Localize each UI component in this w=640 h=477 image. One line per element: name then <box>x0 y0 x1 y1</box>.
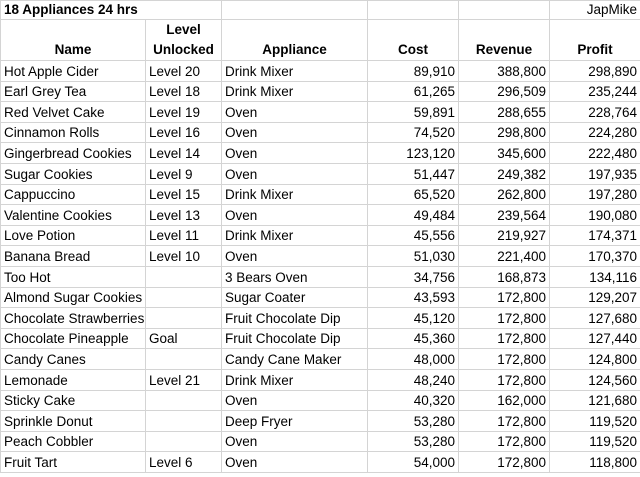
cell-revenue[interactable]: 172,800 <box>459 411 550 432</box>
cell-profit[interactable]: 134,116 <box>550 266 640 287</box>
cell-appliance[interactable]: Oven <box>222 163 368 184</box>
cell-cost[interactable]: 48,240 <box>368 369 459 390</box>
cell-profit[interactable]: 118,800 <box>550 452 640 473</box>
cell-name[interactable]: Love Potion <box>1 225 146 246</box>
cell-profit[interactable]: 119,520 <box>550 431 640 452</box>
cell-profit[interactable]: 190,080 <box>550 205 640 226</box>
cell-profit[interactable]: 222,480 <box>550 143 640 164</box>
cell-appliance[interactable]: Oven <box>222 452 368 473</box>
cell-cost[interactable]: 45,360 <box>368 328 459 349</box>
empty-cell[interactable] <box>368 1 459 20</box>
cell-level[interactable]: Level 6 <box>146 452 222 473</box>
table-row <box>1 411 640 432</box>
cell-cost[interactable]: 53,280 <box>368 431 459 452</box>
cell-cost[interactable]: 61,265 <box>368 81 459 102</box>
header-level-line1: Level <box>166 22 201 37</box>
cell-name[interactable]: Cinnamon Rolls <box>1 122 146 143</box>
cell-name[interactable]: Lemonade <box>1 369 146 390</box>
cell-name[interactable]: Chocolate Pineapple <box>1 328 146 349</box>
cell-cost[interactable]: 74,520 <box>368 122 459 143</box>
cell-level[interactable] <box>146 266 222 287</box>
cell-name[interactable]: Hot Apple Cider <box>1 61 146 82</box>
cell-name[interactable]: Sticky Cake <box>1 390 146 411</box>
header-row <box>1 20 640 61</box>
cell-level[interactable]: Level 19 <box>146 102 222 123</box>
cell-profit[interactable]: 121,680 <box>550 390 640 411</box>
cell-profit[interactable]: 129,207 <box>550 287 640 308</box>
cell-appliance[interactable]: Fruit Chocolate Dip <box>222 328 368 349</box>
table-row <box>1 81 640 102</box>
table-row <box>1 102 640 123</box>
header-cost[interactable]: Cost <box>368 20 459 61</box>
cell-name[interactable]: Gingerbread Cookies <box>1 143 146 164</box>
cell-appliance[interactable]: Drink Mixer <box>222 61 368 82</box>
empty-cell[interactable] <box>459 1 550 20</box>
cell-revenue[interactable]: 172,800 <box>459 369 550 390</box>
cell-revenue[interactable]: 172,800 <box>459 328 550 349</box>
header-profit[interactable]: Profit <box>550 20 640 61</box>
header-level-line2: Unlocked <box>153 42 214 57</box>
cell-cost[interactable]: 51,030 <box>368 246 459 267</box>
cell-profit[interactable]: 298,890 <box>550 61 640 82</box>
table-row <box>1 184 640 205</box>
author-cell[interactable]: JapMike <box>550 1 640 20</box>
header-revenue[interactable]: Revenue <box>459 20 550 61</box>
cell-revenue[interactable]: 172,800 <box>459 431 550 452</box>
cell-cost[interactable]: 51,447 <box>368 163 459 184</box>
cell-name[interactable]: Earl Grey Tea <box>1 81 146 102</box>
cell-revenue[interactable]: 162,000 <box>459 390 550 411</box>
table-row <box>1 390 640 411</box>
cell-revenue[interactable]: 172,800 <box>459 349 550 370</box>
cell-cost[interactable]: 59,891 <box>368 102 459 123</box>
cell-appliance[interactable]: Oven <box>222 205 368 226</box>
table-row <box>1 287 640 308</box>
table-row <box>1 205 640 226</box>
cell-level[interactable]: Level 18 <box>146 81 222 102</box>
cell-level[interactable] <box>146 308 222 329</box>
table-row <box>1 266 640 287</box>
cell-name[interactable]: Candy Canes <box>1 349 146 370</box>
cell-level[interactable]: Level 9 <box>146 163 222 184</box>
cell-level[interactable]: Level 14 <box>146 143 222 164</box>
cell-revenue[interactable]: 172,800 <box>459 308 550 329</box>
cell-revenue[interactable]: 249,382 <box>459 163 550 184</box>
cell-level[interactable]: Level 10 <box>146 246 222 267</box>
cell-level[interactable] <box>146 349 222 370</box>
table-row <box>1 431 640 452</box>
cell-cost[interactable]: 45,556 <box>368 225 459 246</box>
cell-level[interactable] <box>146 390 222 411</box>
table-row <box>1 61 640 82</box>
cell-profit[interactable]: 224,280 <box>550 122 640 143</box>
cell-revenue[interactable]: 239,564 <box>459 205 550 226</box>
cell-cost[interactable]: 54,000 <box>368 452 459 473</box>
cell-profit[interactable]: 124,800 <box>550 349 640 370</box>
table-row <box>1 225 640 246</box>
cell-appliance[interactable]: Oven <box>222 390 368 411</box>
empty-cell[interactable] <box>222 1 368 20</box>
cell-revenue[interactable]: 296,509 <box>459 81 550 102</box>
table-row <box>1 452 640 473</box>
cell-cost[interactable]: 65,520 <box>368 184 459 205</box>
cell-name[interactable]: Peach Cobbler <box>1 431 146 452</box>
cell-appliance[interactable]: Drink Mixer <box>222 225 368 246</box>
cell-cost[interactable]: 53,280 <box>368 411 459 432</box>
cell-revenue[interactable]: 388,800 <box>459 61 550 82</box>
cell-cost[interactable]: 43,593 <box>368 287 459 308</box>
cell-appliance[interactable]: Drink Mixer <box>222 81 368 102</box>
cell-name[interactable]: Cappuccino <box>1 184 146 205</box>
cell-profit[interactable]: 174,371 <box>550 225 640 246</box>
cell-appliance[interactable]: 3 Bears Oven <box>222 266 368 287</box>
cell-cost[interactable]: 49,484 <box>368 205 459 226</box>
cell-appliance[interactable]: Oven <box>222 246 368 267</box>
cell-level[interactable]: Goal <box>146 328 222 349</box>
header-appliance[interactable]: Appliance <box>222 20 368 61</box>
title-row <box>1 1 640 20</box>
table-row <box>1 246 640 267</box>
header-name[interactable]: Name <box>1 20 146 61</box>
cell-revenue[interactable]: 172,800 <box>459 287 550 308</box>
table-row <box>1 163 640 184</box>
table-row <box>1 308 640 329</box>
cell-revenue[interactable]: 262,800 <box>459 184 550 205</box>
cell-level[interactable]: Level 15 <box>146 184 222 205</box>
cell-revenue[interactable]: 288,655 <box>459 102 550 123</box>
cell-revenue[interactable]: 168,873 <box>459 266 550 287</box>
cell-appliance[interactable]: Oven <box>222 431 368 452</box>
cell-level[interactable]: Level 16 <box>146 122 222 143</box>
cell-profit[interactable]: 197,935 <box>550 163 640 184</box>
table-row <box>1 143 640 164</box>
cell-level[interactable]: Level 21 <box>146 369 222 390</box>
cell-profit[interactable]: 124,560 <box>550 369 640 390</box>
table-row <box>1 328 640 349</box>
cell-appliance[interactable]: Sugar Coater <box>222 287 368 308</box>
cell-revenue[interactable]: 219,927 <box>459 225 550 246</box>
cell-appliance[interactable]: Oven <box>222 143 368 164</box>
cell-profit[interactable]: 235,244 <box>550 81 640 102</box>
cell-name[interactable]: Valentine Cookies <box>1 205 146 226</box>
table-row <box>1 369 640 390</box>
cell-profit[interactable]: 197,280 <box>550 184 640 205</box>
cell-level[interactable]: Level 13 <box>146 205 222 226</box>
cell-cost[interactable]: 123,120 <box>368 143 459 164</box>
cell-appliance[interactable]: Candy Cane Maker <box>222 349 368 370</box>
cell-level[interactable] <box>146 431 222 452</box>
cell-name[interactable]: Fruit Tart <box>1 452 146 473</box>
cell-revenue[interactable]: 221,400 <box>459 246 550 267</box>
cell-name[interactable]: Banana Bread <box>1 246 146 267</box>
cell-cost[interactable]: 89,910 <box>368 61 459 82</box>
cell-name[interactable]: Chocolate Strawberries <box>1 308 146 329</box>
cell-cost[interactable]: 45,120 <box>368 308 459 329</box>
cell-name[interactable]: Sugar Cookies <box>1 163 146 184</box>
cell-cost[interactable]: 40,320 <box>368 390 459 411</box>
cell-cost[interactable]: 48,000 <box>368 349 459 370</box>
cell-profit[interactable]: 127,680 <box>550 308 640 329</box>
header-level[interactable] <box>146 20 222 61</box>
table-row <box>1 122 640 143</box>
cell-profit[interactable]: 127,440 <box>550 328 640 349</box>
cell-cost[interactable]: 34,756 <box>368 266 459 287</box>
cell-appliance[interactable]: Oven <box>222 122 368 143</box>
cell-profit[interactable]: 119,520 <box>550 411 640 432</box>
cell-revenue[interactable]: 345,600 <box>459 143 550 164</box>
cell-level[interactable]: Level 20 <box>146 61 222 82</box>
cell-appliance[interactable]: Drink Mixer <box>222 369 368 390</box>
cell-level[interactable] <box>146 411 222 432</box>
cell-revenue[interactable]: 298,800 <box>459 122 550 143</box>
cell-appliance[interactable]: Oven <box>222 102 368 123</box>
cell-name[interactable]: Sprinkle Donut <box>1 411 146 432</box>
cell-profit[interactable]: 228,764 <box>550 102 640 123</box>
cell-profit[interactable]: 170,370 <box>550 246 640 267</box>
sheet-title[interactable]: 18 Appliances 24 hrs <box>1 1 222 20</box>
table-row <box>1 349 640 370</box>
cell-level[interactable] <box>146 287 222 308</box>
cell-name[interactable]: Red Velvet Cake <box>1 102 146 123</box>
cell-name[interactable]: Almond Sugar Cookies <box>1 287 146 308</box>
cell-revenue[interactable]: 172,800 <box>459 452 550 473</box>
cell-appliance[interactable]: Drink Mixer <box>222 184 368 205</box>
cell-appliance[interactable]: Fruit Chocolate Dip <box>222 308 368 329</box>
cell-name[interactable]: Too Hot <box>1 266 146 287</box>
cell-appliance[interactable]: Deep Fryer <box>222 411 368 432</box>
cell-level[interactable]: Level 11 <box>146 225 222 246</box>
